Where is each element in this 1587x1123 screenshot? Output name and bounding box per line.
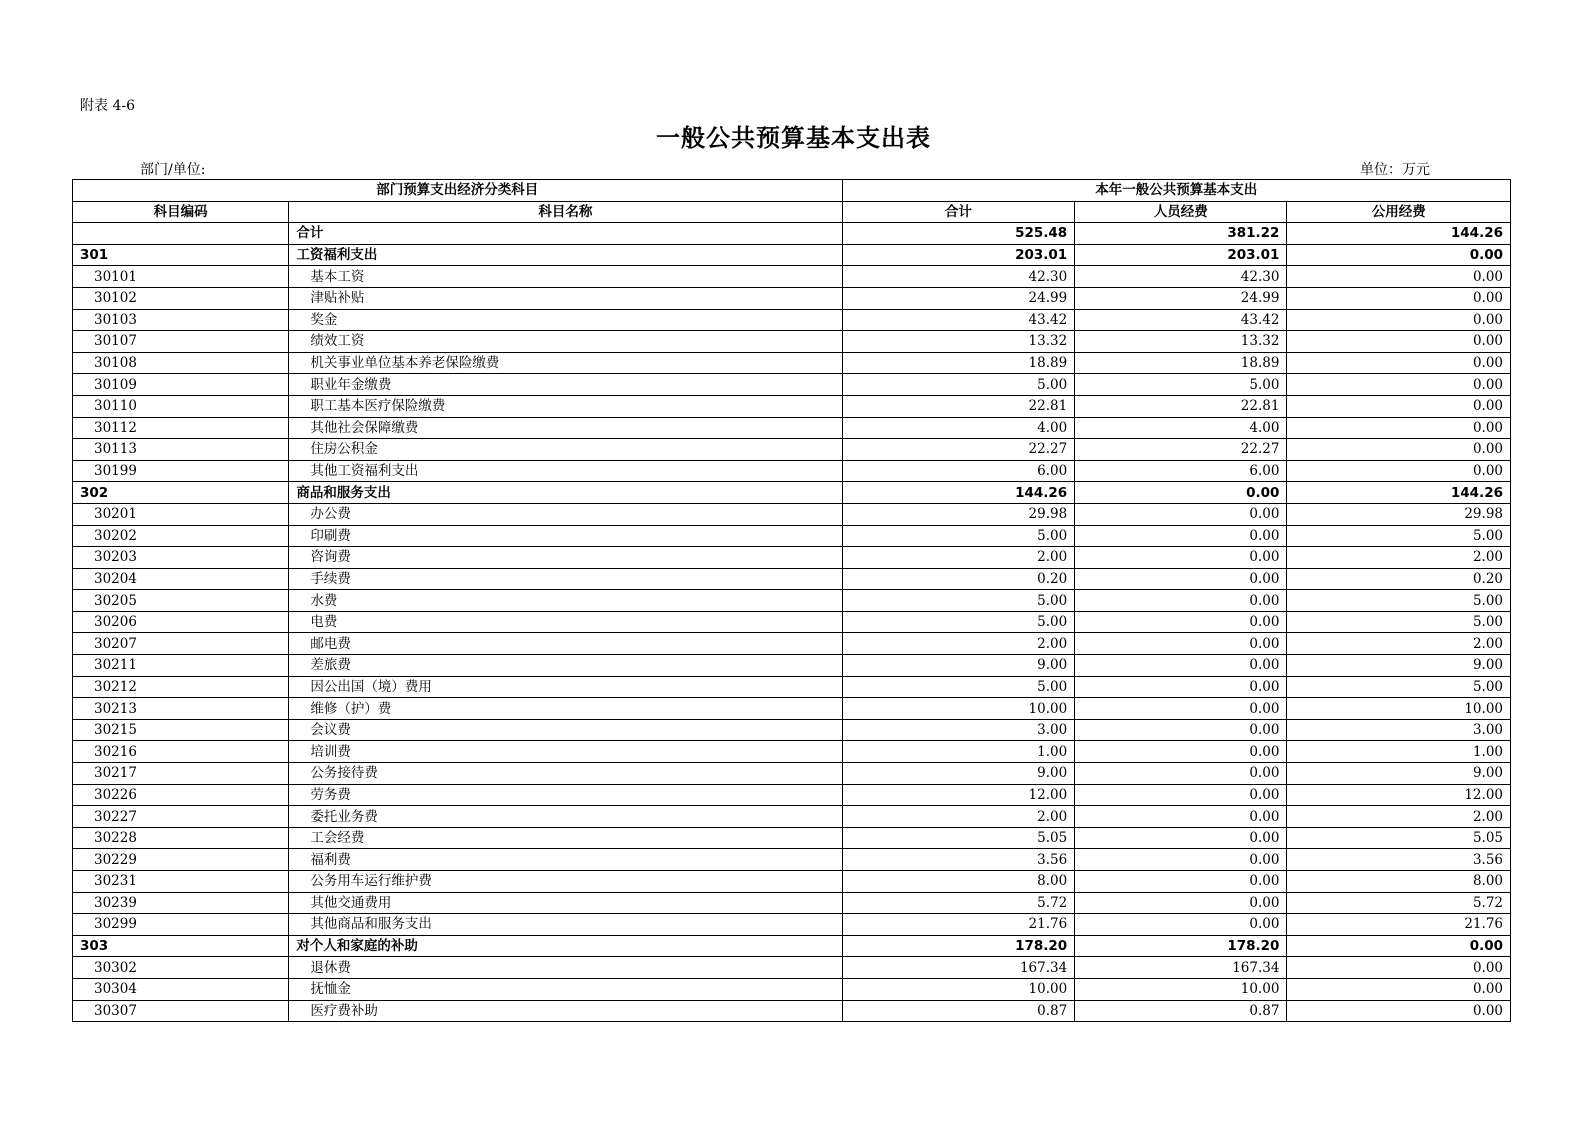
- table-row: [73, 1000, 1511, 1022]
- table-row: [73, 676, 1511, 698]
- table-row: [73, 611, 1511, 633]
- cell-total: 2.00: [842, 633, 1075, 655]
- cell-name: 奖金: [289, 309, 842, 331]
- cell-name: 商品和服务支出: [289, 482, 842, 504]
- cell-total: 203.01: [842, 244, 1075, 266]
- cell-code: 30102: [73, 287, 289, 309]
- category-row: [73, 935, 1511, 957]
- cell-personnel: 0.00: [1075, 827, 1287, 849]
- cell-personnel: 18.89: [1075, 352, 1287, 374]
- budget-table: [72, 179, 1511, 1022]
- cell-name: 绩效工资: [289, 331, 842, 353]
- table-row: [73, 439, 1511, 461]
- cell-code: 30103: [73, 309, 289, 331]
- cell-personnel: 4.00: [1075, 417, 1287, 439]
- table-row: [73, 719, 1511, 741]
- cell-total: 9.00: [842, 655, 1075, 677]
- table-row: [73, 417, 1511, 439]
- cell-name: 工会经费: [289, 827, 842, 849]
- cell-personnel: 203.01: [1075, 244, 1287, 266]
- cell-public: 8.00: [1287, 871, 1511, 893]
- cell-public: 3.56: [1287, 849, 1511, 871]
- cell-personnel: 0.00: [1075, 547, 1287, 569]
- cell-public: 5.00: [1287, 676, 1511, 698]
- cell-public: 5.72: [1287, 892, 1511, 914]
- cell-public: 2.00: [1287, 806, 1511, 828]
- cell-public: 0.00: [1287, 352, 1511, 374]
- cell-code: 30199: [73, 460, 289, 482]
- cell-total: 5.00: [842, 525, 1075, 547]
- header-personnel: 人员经费: [1075, 201, 1287, 223]
- table-row: [73, 806, 1511, 828]
- cell-personnel: 381.22: [1075, 223, 1287, 245]
- cell-total: 22.81: [842, 395, 1075, 417]
- cell-personnel: 22.81: [1075, 395, 1287, 417]
- cell-personnel: 0.00: [1075, 719, 1287, 741]
- cell-code: [73, 223, 289, 245]
- cell-name: 医疗费补助: [289, 1000, 842, 1022]
- cell-name: 退休费: [289, 957, 842, 979]
- cell-name: 基本工资: [289, 266, 842, 288]
- cell-personnel: 10.00: [1075, 978, 1287, 1000]
- cell-total: 9.00: [842, 763, 1075, 785]
- cell-code: 30226: [73, 784, 289, 806]
- header-name: 科目名称: [289, 201, 842, 223]
- cell-personnel: 178.20: [1075, 935, 1287, 957]
- cell-code: 30231: [73, 871, 289, 893]
- cell-personnel: 0.00: [1075, 914, 1287, 936]
- cell-code: 30213: [73, 698, 289, 720]
- cell-name: 电费: [289, 611, 842, 633]
- cell-name: 津贴补贴: [289, 287, 842, 309]
- table-row: [73, 395, 1511, 417]
- cell-code: 30299: [73, 914, 289, 936]
- cell-name: 福利费: [289, 849, 842, 871]
- cell-total: 4.00: [842, 417, 1075, 439]
- cell-name: 机关事业单位基本养老保险缴费: [289, 352, 842, 374]
- cell-personnel: 0.87: [1075, 1000, 1287, 1022]
- cell-personnel: 0.00: [1075, 806, 1287, 828]
- cell-code: 30109: [73, 374, 289, 396]
- cell-code: 30307: [73, 1000, 289, 1022]
- cell-personnel: 0.00: [1075, 892, 1287, 914]
- table-row: [73, 525, 1511, 547]
- cell-personnel: 0.00: [1075, 633, 1287, 655]
- header-columns-row: [73, 201, 1511, 223]
- cell-name: 其他工资福利支出: [289, 460, 842, 482]
- cell-total: 5.00: [842, 590, 1075, 612]
- table-row: [73, 568, 1511, 590]
- cell-public: 0.00: [1287, 1000, 1511, 1022]
- category-row: [73, 482, 1511, 504]
- unit-label: 单位：万元: [1360, 162, 1430, 178]
- cell-public: 0.00: [1287, 978, 1511, 1000]
- cell-personnel: 0.00: [1075, 525, 1287, 547]
- table-row: [73, 698, 1511, 720]
- cell-name: 其他商品和服务支出: [289, 914, 842, 936]
- cell-total: 0.87: [842, 1000, 1075, 1022]
- cell-total: 21.76: [842, 914, 1075, 936]
- cell-code: 30113: [73, 439, 289, 461]
- cell-public: 0.00: [1287, 439, 1511, 461]
- cell-code: 30107: [73, 331, 289, 353]
- cell-name: 咨询费: [289, 547, 842, 569]
- cell-public: 0.00: [1287, 395, 1511, 417]
- cell-personnel: 0.00: [1075, 655, 1287, 677]
- cell-code: 30202: [73, 525, 289, 547]
- attachment-label: 附表 4-6: [80, 98, 135, 114]
- cell-name: 对个人和家庭的补助: [289, 935, 842, 957]
- table-row: [73, 331, 1511, 353]
- cell-name: 水费: [289, 590, 842, 612]
- table-row: [73, 309, 1511, 331]
- cell-public: 5.05: [1287, 827, 1511, 849]
- cell-name: 培训费: [289, 741, 842, 763]
- header-code: 科目编码: [73, 201, 289, 223]
- table-row: [73, 827, 1511, 849]
- cell-public: 5.00: [1287, 590, 1511, 612]
- cell-personnel: 0.00: [1075, 482, 1287, 504]
- table-row: [73, 763, 1511, 785]
- cell-code: 30215: [73, 719, 289, 741]
- cell-public: 2.00: [1287, 633, 1511, 655]
- cell-name: 会议费: [289, 719, 842, 741]
- cell-public: 21.76: [1287, 914, 1511, 936]
- cell-code: 30110: [73, 395, 289, 417]
- table-row: [73, 633, 1511, 655]
- cell-public: 0.00: [1287, 266, 1511, 288]
- cell-name: 公务用车运行维护费: [289, 871, 842, 893]
- cell-total: 29.98: [842, 503, 1075, 525]
- cell-total: 1.00: [842, 741, 1075, 763]
- cell-personnel: 0.00: [1075, 784, 1287, 806]
- cell-personnel: 0.00: [1075, 698, 1287, 720]
- cell-public: 3.00: [1287, 719, 1511, 741]
- cell-total: 8.00: [842, 871, 1075, 893]
- cell-code: 301: [73, 244, 289, 266]
- cell-name: 委托业务费: [289, 806, 842, 828]
- cell-name: 合计: [289, 223, 842, 245]
- cell-public: 9.00: [1287, 763, 1511, 785]
- department-label: 部门/单位:: [140, 162, 206, 178]
- cell-code: 30206: [73, 611, 289, 633]
- cell-code: 30204: [73, 568, 289, 590]
- cell-public: 5.00: [1287, 611, 1511, 633]
- cell-code: 30205: [73, 590, 289, 612]
- total-row: [73, 223, 1511, 245]
- cell-code: 30203: [73, 547, 289, 569]
- cell-total: 5.72: [842, 892, 1075, 914]
- cell-personnel: 5.00: [1075, 374, 1287, 396]
- cell-public: 0.00: [1287, 935, 1511, 957]
- cell-personnel: 0.00: [1075, 849, 1287, 871]
- table-row: [73, 590, 1511, 612]
- cell-public: 0.00: [1287, 957, 1511, 979]
- cell-code: 30304: [73, 978, 289, 1000]
- header-group-basic-expenditure: 本年一般公共预算基本支出: [842, 180, 1511, 202]
- cell-total: 2.00: [842, 806, 1075, 828]
- cell-public: 144.26: [1287, 223, 1511, 245]
- cell-code: 30302: [73, 957, 289, 979]
- cell-personnel: 0.00: [1075, 568, 1287, 590]
- table-row: [73, 374, 1511, 396]
- cell-public: 0.00: [1287, 331, 1511, 353]
- cell-code: 30211: [73, 655, 289, 677]
- cell-public: 9.00: [1287, 655, 1511, 677]
- cell-code: 30212: [73, 676, 289, 698]
- cell-code: 302: [73, 482, 289, 504]
- cell-code: 30228: [73, 827, 289, 849]
- cell-code: 30229: [73, 849, 289, 871]
- cell-public: 144.26: [1287, 482, 1511, 504]
- cell-code: 30101: [73, 266, 289, 288]
- cell-public: 0.00: [1287, 244, 1511, 266]
- cell-personnel: 167.34: [1075, 957, 1287, 979]
- table-row: [73, 547, 1511, 569]
- cell-total: 12.00: [842, 784, 1075, 806]
- page-title: 一般公共预算基本支出表: [656, 124, 931, 152]
- cell-name: 工资福利支出: [289, 244, 842, 266]
- cell-personnel: 0.00: [1075, 871, 1287, 893]
- table-row: [73, 978, 1511, 1000]
- cell-code: 30108: [73, 352, 289, 374]
- cell-total: 178.20: [842, 935, 1075, 957]
- cell-personnel: 13.32: [1075, 331, 1287, 353]
- cell-public: 0.00: [1287, 374, 1511, 396]
- table-row: [73, 460, 1511, 482]
- cell-total: 42.30: [842, 266, 1075, 288]
- header-public: 公用经费: [1287, 201, 1511, 223]
- cell-personnel: 0.00: [1075, 590, 1287, 612]
- cell-personnel: 22.27: [1075, 439, 1287, 461]
- cell-personnel: 6.00: [1075, 460, 1287, 482]
- cell-name: 维修（护）费: [289, 698, 842, 720]
- cell-personnel: 0.00: [1075, 676, 1287, 698]
- cell-code: 30239: [73, 892, 289, 914]
- header-group-economic-class: 部门预算支出经济分类科目: [73, 180, 843, 202]
- cell-total: 18.89: [842, 352, 1075, 374]
- cell-total: 3.56: [842, 849, 1075, 871]
- cell-public: 0.00: [1287, 460, 1511, 482]
- cell-code: 30227: [73, 806, 289, 828]
- table-row: [73, 892, 1511, 914]
- cell-code: 30201: [73, 503, 289, 525]
- table-row: [73, 741, 1511, 763]
- cell-public: 0.00: [1287, 309, 1511, 331]
- cell-total: 22.27: [842, 439, 1075, 461]
- cell-total: 13.32: [842, 331, 1075, 353]
- cell-personnel: 0.00: [1075, 763, 1287, 785]
- cell-name: 印刷费: [289, 525, 842, 547]
- cell-code: 30217: [73, 763, 289, 785]
- category-row: [73, 244, 1511, 266]
- cell-personnel: 43.42: [1075, 309, 1287, 331]
- header-total: 合计: [842, 201, 1075, 223]
- cell-personnel: 0.00: [1075, 741, 1287, 763]
- cell-public: 0.20: [1287, 568, 1511, 590]
- cell-personnel: 0.00: [1075, 503, 1287, 525]
- cell-name: 因公出国（境）费用: [289, 676, 842, 698]
- cell-public: 5.00: [1287, 525, 1511, 547]
- cell-name: 其他交通费用: [289, 892, 842, 914]
- table-row: [73, 849, 1511, 871]
- cell-total: 144.26: [842, 482, 1075, 504]
- table-row: [73, 914, 1511, 936]
- cell-name: 办公费: [289, 503, 842, 525]
- cell-public: 0.00: [1287, 287, 1511, 309]
- cell-personnel: 42.30: [1075, 266, 1287, 288]
- cell-name: 邮电费: [289, 633, 842, 655]
- cell-total: 0.20: [842, 568, 1075, 590]
- cell-total: 10.00: [842, 698, 1075, 720]
- cell-public: 0.00: [1287, 417, 1511, 439]
- cell-code: 30112: [73, 417, 289, 439]
- cell-name: 劳务费: [289, 784, 842, 806]
- cell-public: 10.00: [1287, 698, 1511, 720]
- cell-name: 差旅费: [289, 655, 842, 677]
- cell-name: 住房公积金: [289, 439, 842, 461]
- cell-total: 5.00: [842, 611, 1075, 633]
- cell-personnel: 0.00: [1075, 611, 1287, 633]
- cell-code: 30207: [73, 633, 289, 655]
- cell-name: 职工基本医疗保险缴费: [289, 395, 842, 417]
- cell-total: 24.99: [842, 287, 1075, 309]
- cell-public: 2.00: [1287, 547, 1511, 569]
- table-row: [73, 957, 1511, 979]
- cell-total: 10.00: [842, 978, 1075, 1000]
- cell-name: 手续费: [289, 568, 842, 590]
- cell-total: 5.00: [842, 676, 1075, 698]
- cell-total: 5.00: [842, 374, 1075, 396]
- cell-code: 303: [73, 935, 289, 957]
- cell-total: 2.00: [842, 547, 1075, 569]
- cell-code: 30216: [73, 741, 289, 763]
- cell-total: 43.42: [842, 309, 1075, 331]
- cell-public: 29.98: [1287, 503, 1511, 525]
- cell-total: 525.48: [842, 223, 1075, 245]
- cell-personnel: 24.99: [1075, 287, 1287, 309]
- header-group-row: [73, 180, 1511, 202]
- cell-total: 6.00: [842, 460, 1075, 482]
- cell-public: 1.00: [1287, 741, 1511, 763]
- cell-public: 12.00: [1287, 784, 1511, 806]
- cell-name: 抚恤金: [289, 978, 842, 1000]
- table-row: [73, 287, 1511, 309]
- table-row: [73, 266, 1511, 288]
- cell-name: 公务接待费: [289, 763, 842, 785]
- table-row: [73, 784, 1511, 806]
- table-row: [73, 503, 1511, 525]
- cell-total: 167.34: [842, 957, 1075, 979]
- table-row: [73, 871, 1511, 893]
- cell-total: 5.05: [842, 827, 1075, 849]
- table-row: [73, 352, 1511, 374]
- cell-name: 职业年金缴费: [289, 374, 842, 396]
- cell-total: 3.00: [842, 719, 1075, 741]
- table-row: [73, 655, 1511, 677]
- cell-name: 其他社会保障缴费: [289, 417, 842, 439]
